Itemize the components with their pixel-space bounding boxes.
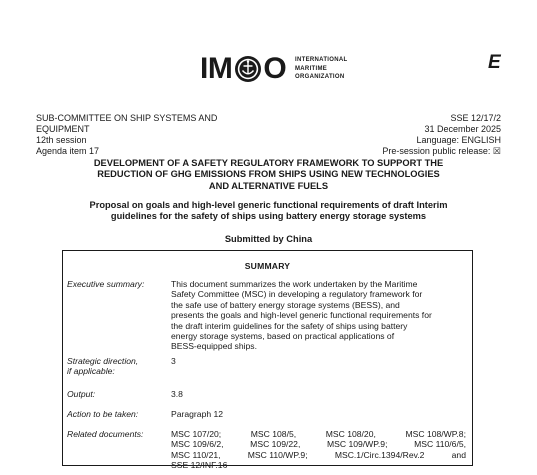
title-line-1: DEVELOPMENT OF A SAFETY REGULATORY FRAMEWORK TO SUPPORT THE xyxy=(93,158,444,168)
document-date: 31 December 2025 xyxy=(424,124,501,134)
executive-line: presents the goals and high-level generic functional requirements for xyxy=(171,310,432,321)
subtitle-line-2: guidelines for the safety of ships using battery energy storage systems xyxy=(110,211,427,222)
summary-box xyxy=(62,250,473,471)
public-release-label: Pre-session public release: xyxy=(382,146,491,156)
executive-summary-label: Executive summary: xyxy=(67,279,145,289)
logo-letter-o: O xyxy=(263,52,287,85)
related-document: MSC 110/6/5, xyxy=(414,439,466,450)
logo-letter-m: M xyxy=(207,52,233,85)
document-subtitle xyxy=(40,200,497,223)
related-line xyxy=(171,429,466,439)
related-document: MSC 108/20, xyxy=(325,429,376,439)
related-document: SSE 12/INF.16 xyxy=(171,460,228,471)
logo-letters xyxy=(200,52,286,86)
org-line-2: MARITIME xyxy=(295,65,328,72)
related-document: MSC 108/5, xyxy=(250,429,297,439)
executive-line: energy storage systems, based on practical applications of xyxy=(171,331,395,342)
executive-line: the safe use of battery energy storage systems (BESS), and xyxy=(171,299,400,310)
strategic-label-line-1: Strategic direction, xyxy=(67,356,139,366)
related-document: MSC.1/Circ.1394/Rev.2 xyxy=(334,449,425,460)
committee-line-1: SUB-COMMITTEE ON SHIP SYSTEMS AND xyxy=(36,113,218,123)
related-document: MSC 110/WP.9; xyxy=(247,449,308,460)
document-language: Language: ENGLISH xyxy=(416,135,501,145)
strategic-direction-value: 3 xyxy=(171,356,176,366)
title-line-2: REDUCTION OF GHG EMISSIONS FROM SHIPS USING NEW TECHNOLOGIES xyxy=(97,169,440,180)
document-info xyxy=(382,113,501,157)
subtitle-line-1: Proposal on goals and high-level generic functional requirements of draft Interim xyxy=(89,200,448,210)
related-line xyxy=(171,439,466,449)
related-line xyxy=(171,450,466,460)
summary-heading: SUMMARY xyxy=(244,261,291,271)
document-symbol: SSE 12/17/2 xyxy=(450,113,501,123)
organization-name xyxy=(295,56,347,82)
executive-line: BESS-equipped ships. xyxy=(171,341,257,352)
executive-summary-text xyxy=(171,279,466,352)
executive-line: This document summarizes the work undertaken by the Maritime xyxy=(171,279,418,289)
agenda-item: Agenda item 17 xyxy=(36,146,100,156)
org-line-3: ORGANIZATION xyxy=(295,74,345,80)
committee-info xyxy=(36,113,217,157)
executive-line: the draft interim guidelines for the safety of ships using battery xyxy=(171,320,408,331)
language-letter: E xyxy=(488,52,501,73)
public-release xyxy=(382,146,501,157)
related-document: MSC 109/6/2, xyxy=(171,439,224,450)
related-document: MSC 107/20; xyxy=(171,429,222,439)
submitted-by: Submitted by China xyxy=(224,234,313,244)
related-document: MSC 109/22, xyxy=(250,439,301,450)
imo-emblem-icon xyxy=(234,55,262,83)
checked-box-icon: ☒ xyxy=(492,146,501,156)
action-value: Paragraph 12 xyxy=(171,409,224,419)
output-label: Output: xyxy=(67,389,96,399)
related-documents-list xyxy=(171,429,466,471)
committee-line-2: EQUIPMENT xyxy=(36,124,90,134)
logo-letter-i: I xyxy=(200,52,208,85)
document-title xyxy=(40,158,497,192)
imo-logo xyxy=(200,52,372,86)
output-value: 3.8 xyxy=(171,389,183,399)
title-line-3: AND ALTERNATIVE FUELS xyxy=(208,180,329,191)
org-line-1: INTERNATIONAL xyxy=(295,57,348,63)
related-documents-label: Related documents: xyxy=(67,429,144,439)
session: 12th session xyxy=(36,135,87,145)
related-document: MSC 110/21, xyxy=(171,449,221,460)
executive-line: Safety Committee (MSC) in developing a regulatory framework for xyxy=(171,289,423,300)
strategic-direction-label xyxy=(67,356,167,377)
related-document: and xyxy=(451,449,466,460)
strategic-label-line-2: if applicable: xyxy=(67,366,115,377)
related-document: MSC 109/WP.9; xyxy=(326,439,388,450)
action-label: Action to be taken: xyxy=(67,409,139,419)
related-document: MSC 108/WP.8; xyxy=(405,429,466,439)
